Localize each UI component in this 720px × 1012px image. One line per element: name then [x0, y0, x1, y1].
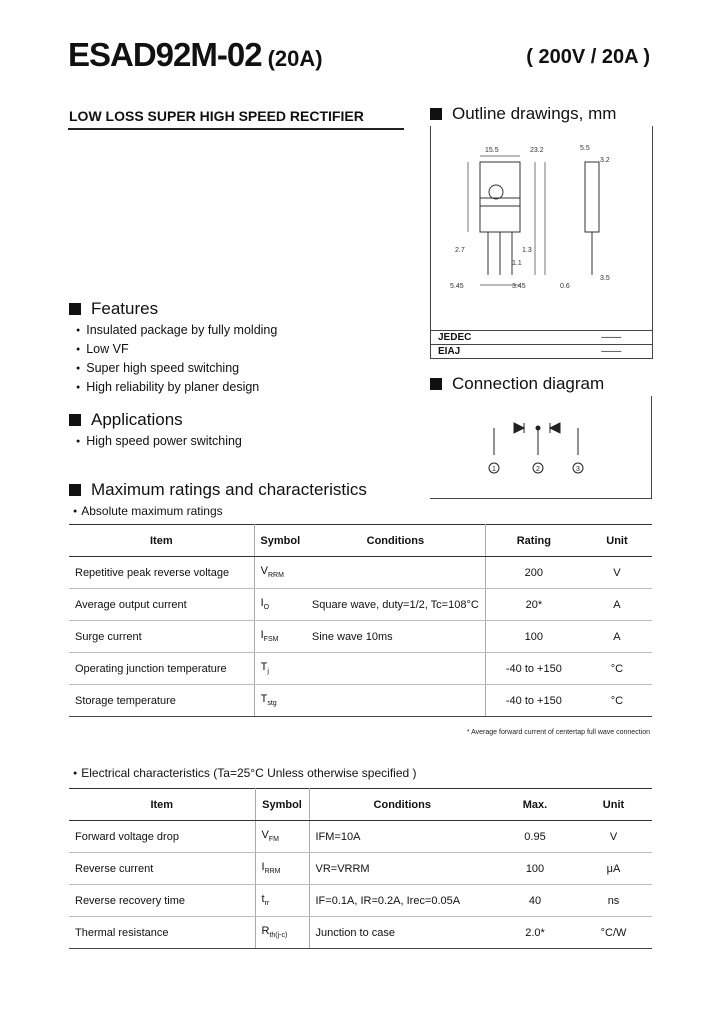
table-row	[69, 917, 652, 949]
col-max: Max.	[495, 789, 575, 821]
list-item: ● High reliability by planer design	[76, 378, 277, 397]
cell-symbol: $I_{FSM}$	[254, 621, 306, 653]
cell-item: Thermal resistance	[69, 917, 255, 949]
cell-symbol: $I_{RRM}$	[255, 853, 309, 885]
cell-item: Storage temperature	[69, 685, 254, 717]
svg-text:5.45: 5.45	[450, 283, 464, 290]
svg-text:15.5: 15.5	[485, 147, 499, 154]
cell-max: 100	[495, 853, 575, 885]
svg-text:1.1: 1.1	[512, 260, 522, 267]
cell-item: Repetitive peak reverse voltage	[69, 557, 254, 589]
pin-2-label: 2	[536, 466, 540, 473]
max-ratings-heading	[69, 480, 367, 500]
cell-symbol: $T_{stg}$	[254, 685, 306, 717]
cell-symbol: $V_{FM}$	[255, 821, 309, 853]
table-row	[69, 621, 652, 653]
cell-conditions	[306, 557, 485, 589]
cell-symbol: $T_j$	[254, 653, 306, 685]
features-list	[76, 321, 277, 397]
col-rating: Rating	[485, 525, 582, 557]
applications-heading-text: Applications	[91, 410, 183, 429]
rating-summary: ( 200V / 20A )	[526, 46, 650, 68]
cell-symbol: $V_{RRM}$	[254, 557, 306, 589]
svg-text:3.5: 3.5	[600, 275, 610, 282]
cell-symbol: $R_{th(j-c)}$	[255, 917, 309, 949]
table-row	[69, 853, 652, 885]
col-unit: Unit	[575, 789, 652, 821]
col-item: Item	[69, 525, 254, 557]
svg-text:2.7: 2.7	[455, 247, 465, 254]
cell-conditions: Square wave, duty=1/2, Tc=108°C	[306, 589, 485, 621]
eiaj-value: ——	[562, 345, 652, 359]
cell-item: Surge current	[69, 621, 254, 653]
outline-heading	[430, 104, 616, 124]
package-standards-table	[430, 330, 652, 358]
list-item: ● Insulated package by fully molding	[76, 321, 277, 340]
col-conditions: Conditions	[306, 525, 485, 557]
cell-symbol: $t_{rr}$	[255, 885, 309, 917]
table-row	[69, 557, 652, 589]
applications-heading	[69, 410, 183, 430]
cell-unit: °C/W	[575, 917, 652, 949]
cell-rating: -40 to +150	[485, 685, 582, 717]
cell-rating: 100	[485, 621, 582, 653]
jedec-value: ——	[562, 331, 652, 345]
table-row	[69, 685, 652, 717]
max-ratings-heading-text: Maximum ratings and characteristics	[91, 480, 367, 499]
svg-text:5.5: 5.5	[580, 145, 590, 152]
part-number: ESAD92M-02	[68, 36, 262, 73]
features-heading-text: Features	[91, 299, 159, 318]
cell-item: Reverse recovery time	[69, 885, 255, 917]
cell-rating: -40 to +150	[485, 653, 582, 685]
svg-text:3.45: 3.45	[512, 283, 526, 290]
cell-unit: °C	[582, 653, 652, 685]
device-subtitle: LOW LOSS SUPER HIGH SPEED RECTIFIER	[69, 108, 364, 124]
current-subtitle: (20A)	[267, 46, 323, 71]
cell-conditions: IFM=10A	[309, 821, 495, 853]
page-title	[68, 36, 323, 74]
cell-unit: V	[582, 557, 652, 589]
cell-max: 0.95	[495, 821, 575, 853]
cell-unit: μA	[575, 853, 652, 885]
table-row	[69, 589, 652, 621]
electrical-table	[69, 788, 652, 949]
list-item: ● High speed power switching	[76, 432, 242, 451]
table-row	[69, 821, 652, 853]
cell-conditions: Sine wave 10ms	[306, 621, 485, 653]
features-heading	[69, 299, 158, 319]
square-bullet-icon	[430, 378, 442, 390]
col-item: Item	[69, 789, 255, 821]
cell-unit: A	[582, 589, 652, 621]
max-ratings-table	[69, 524, 652, 717]
table-row	[69, 885, 652, 917]
applications-list	[76, 432, 242, 451]
cell-unit: V	[575, 821, 652, 853]
col-conditions: Conditions	[309, 789, 495, 821]
outline-drawing-svg	[440, 140, 645, 320]
table-header-row	[69, 789, 652, 821]
cell-max: 2.0*	[495, 917, 575, 949]
cell-symbol: $I_O$	[254, 589, 306, 621]
jedec-label: JEDEC	[430, 331, 562, 345]
square-bullet-icon	[69, 484, 81, 496]
subtitle-underline	[68, 128, 404, 130]
connection-diagram-svg	[470, 410, 600, 480]
cell-conditions: VR=VRRM	[309, 853, 495, 885]
cell-conditions	[306, 685, 485, 717]
square-bullet-icon	[69, 303, 81, 315]
cell-conditions: IF=0.1A, IR=0.2A, Irec=0.05A	[309, 885, 495, 917]
svg-text:0.6: 0.6	[560, 283, 570, 290]
absolute-ratings-note: ● Absolute maximum ratings	[73, 504, 223, 518]
cell-conditions: Junction to case	[309, 917, 495, 949]
cell-rating: 20*	[485, 589, 582, 621]
connection-heading-text: Connection diagram	[452, 374, 605, 393]
connection-heading	[430, 374, 604, 394]
col-symbol: Symbol	[254, 525, 306, 557]
table-header-row	[69, 525, 652, 557]
cell-rating: 200	[485, 557, 582, 589]
svg-text:3.2: 3.2	[600, 157, 610, 164]
pin-1-label: 1	[492, 466, 496, 473]
outline-heading-text: Outline drawings, mm	[452, 104, 617, 123]
svg-text:1.3: 1.3	[522, 247, 532, 254]
cell-item: Reverse current	[69, 853, 255, 885]
cell-conditions	[306, 653, 485, 685]
col-unit: Unit	[582, 525, 652, 557]
svg-text:23.2: 23.2	[530, 147, 544, 154]
table-row	[69, 653, 652, 685]
cell-item: Average output current	[69, 589, 254, 621]
cell-unit: ns	[575, 885, 652, 917]
list-item: ● Low VF	[76, 340, 277, 359]
square-bullet-icon	[69, 414, 81, 426]
ratings-footnote: * Average forward current of centertap full wave connection	[466, 729, 650, 736]
cell-max: 40	[495, 885, 575, 917]
cell-item: Forward voltage drop	[69, 821, 255, 853]
col-symbol: Symbol	[255, 789, 309, 821]
list-item: ● Super high speed switching	[76, 359, 277, 378]
cell-unit: A	[582, 621, 652, 653]
cell-unit: °C	[582, 685, 652, 717]
pin-3-label: 3	[576, 466, 580, 473]
eiaj-label: EIAJ	[430, 345, 562, 359]
cell-item: Operating junction temperature	[69, 653, 254, 685]
electrical-note: ● Electrical characteristics (Ta=25°C Unless otherwise specified )	[73, 766, 417, 780]
square-bullet-icon	[430, 108, 442, 120]
